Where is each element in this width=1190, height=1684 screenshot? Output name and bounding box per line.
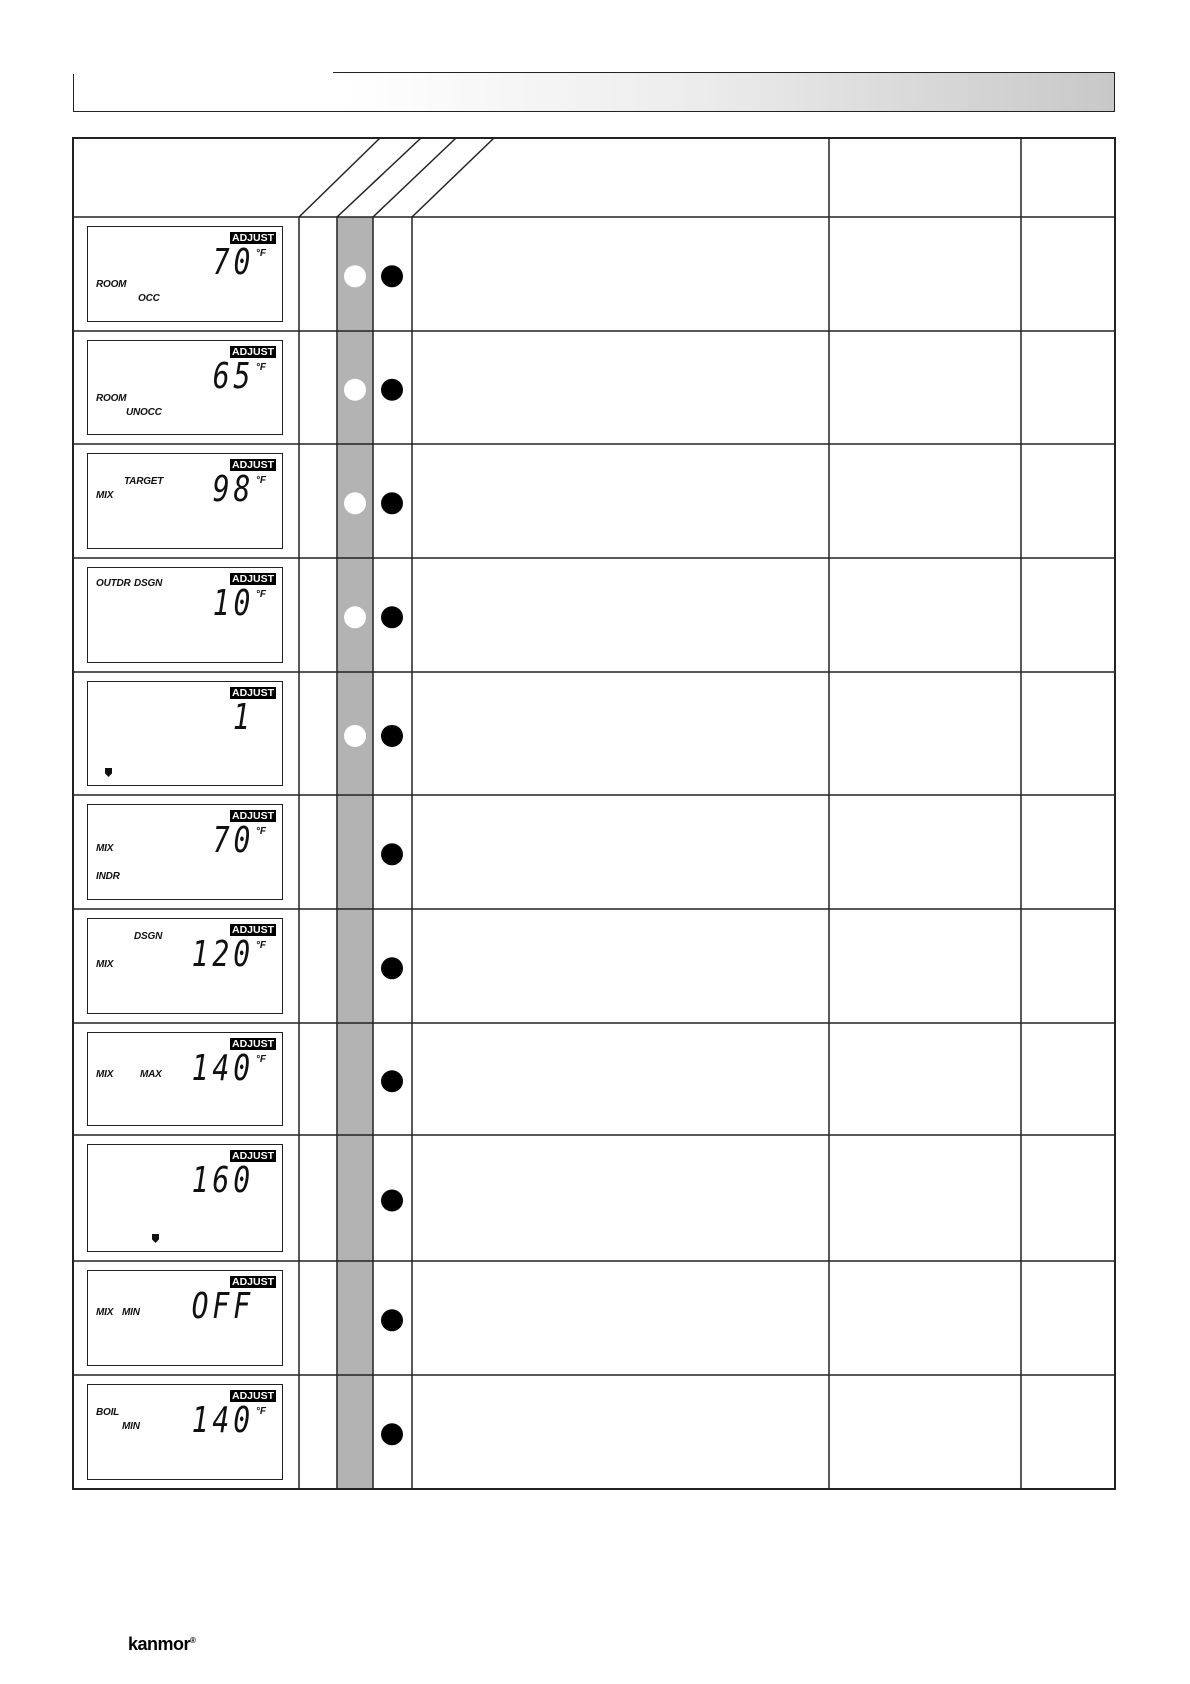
black-indicator-dot [381,1190,403,1212]
lcd-unit: °F [255,362,266,373]
black-indicator-dot [381,606,403,628]
black-indicator-dot [381,492,403,514]
black-indicator-dot [381,1070,403,1092]
lcd-display [87,918,283,1014]
adjust-badge: ADJUST [231,687,274,699]
lcd-value: OFF [191,1286,254,1327]
lcd-value: 1 [233,697,254,738]
lcd-value: 98 [212,469,254,510]
lcd-value: 70 [212,820,254,861]
lcd-label: MAX [140,1069,162,1080]
slanted-header-line [337,138,421,217]
logo-text: kanmor [128,1634,191,1654]
registered-mark: ® [190,1636,196,1645]
lcd-unit: °F [255,1054,266,1065]
lcd-display [87,1270,283,1366]
lcd-display [87,340,283,435]
lcd-value: 70 [212,242,254,283]
lcd-label: ROOM [96,393,127,404]
white-indicator-dot [344,606,366,628]
white-indicator-dot [344,265,366,287]
adjust-badge: ADJUST [231,1390,274,1402]
pointer-icon [105,768,112,777]
adjust-badge: ADJUST [231,1038,274,1050]
lcd-value: 65 [212,356,254,397]
lcd-display [87,1144,283,1252]
lcd-label: DSGN [134,578,163,589]
lcd-label: MIX [96,843,114,854]
white-indicator-dot [344,379,366,401]
lcd-label: INDR [96,871,120,882]
lcd-label: MIX [96,490,114,501]
lcd-display [87,681,283,786]
pointer-icon [152,1234,159,1243]
lcd-display [87,804,283,900]
white-indicator-dot [344,492,366,514]
adjust-badge: ADJUST [231,924,274,936]
lcd-label: MIX [96,1069,114,1080]
lcd-label: OCC [138,293,160,304]
lcd-display [87,1384,283,1480]
lcd-label: UNOCC [126,407,162,418]
lcd-value: 120 [191,934,254,975]
lcd-value: 10 [212,583,254,624]
lcd-value: 140 [191,1048,254,1089]
adjust-badge: ADJUST [231,232,274,244]
lcd-unit: °F [255,940,266,951]
lcd-label: MIX [96,1307,114,1318]
lcd-display [87,226,283,322]
adjust-badge: ADJUST [231,573,274,585]
black-indicator-dot [381,957,403,979]
black-indicator-dot [381,265,403,287]
white-indicator-dot [344,725,366,747]
adjust-badge: ADJUST [231,1276,274,1288]
black-indicator-dot [381,1309,403,1331]
lcd-label: OUTDR [96,578,131,589]
adjust-badge: ADJUST [231,1150,274,1162]
lcd-label: DSGN [134,931,163,942]
lcd-display [87,567,283,663]
black-indicator-dot [381,725,403,747]
lcd-unit: °F [255,589,266,600]
slanted-header-line [373,138,456,217]
black-indicator-dot [381,843,403,865]
lcd-unit: °F [255,475,266,486]
lcd-label: MIN [122,1307,140,1318]
lcd-label: TARGET [124,476,164,487]
lcd-unit: °F [255,248,266,259]
slanted-header-line [412,138,494,217]
lcd-value: 160 [191,1160,254,1201]
adjust-badge: ADJUST [231,459,274,471]
lcd-label: ROOM [96,279,127,290]
shaded-column [337,217,373,1489]
adjust-badge: ADJUST [231,346,274,358]
lcd-unit: °F [255,826,266,837]
lcd-display [87,453,283,549]
black-indicator-dot [381,1423,403,1445]
lcd-unit: °F [255,1406,266,1417]
brand-logo [128,1634,195,1655]
lcd-label: MIN [122,1421,140,1432]
black-indicator-dot [381,379,403,401]
lcd-value: 140 [191,1400,254,1441]
lcd-display [87,1032,283,1126]
adjust-badge: ADJUST [231,810,274,822]
lcd-label: MIX [96,959,114,970]
lcd-label: BOIL [96,1407,120,1418]
slanted-header-line [299,138,380,217]
